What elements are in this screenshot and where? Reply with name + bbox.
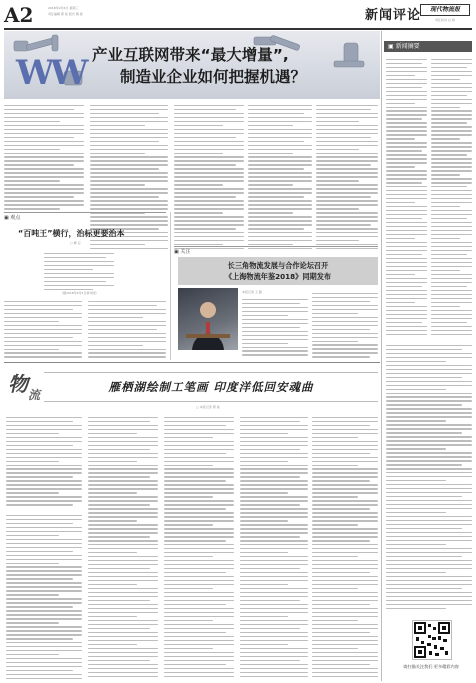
column1-byline: □ 柳 应 bbox=[70, 241, 81, 245]
date-line: 2018年9月6日 星期三 bbox=[48, 6, 79, 10]
masthead-rule bbox=[4, 28, 472, 30]
lead-title-line2: 制造业企业如何把握机遇？ bbox=[120, 68, 307, 86]
section-title: 新闻评论 bbox=[365, 8, 422, 23]
meta-line: 责任编辑 郭 星 版式 陶 春 bbox=[48, 12, 83, 16]
column2-body-b bbox=[312, 290, 378, 360]
lead-body-4 bbox=[248, 102, 312, 252]
qr-caption: 请扫描关注我们 更多精彩内容 bbox=[403, 664, 459, 669]
lead-banner bbox=[4, 31, 380, 99]
sidebar-header: ▣ 新闻摘要 bbox=[384, 41, 472, 52]
sidebar-text-c bbox=[386, 342, 472, 612]
lower-logo-sub: 流 bbox=[28, 388, 41, 402]
column1-label: ▣ 观点 bbox=[4, 215, 21, 221]
column1-body-a bbox=[4, 298, 82, 360]
lead-title-line1: 产业互联网带来“最大增量”, bbox=[92, 46, 289, 64]
column2-caption: 本报记者 王 路 bbox=[242, 290, 262, 294]
column2-title-line1: 长三角物流发展与合作论坛召开 bbox=[227, 261, 329, 270]
lead-badge: WW bbox=[16, 53, 85, 93]
column1-lead bbox=[44, 250, 114, 292]
lead-body-3 bbox=[174, 102, 244, 252]
column1-quote: （据2018年9月5日新华网） bbox=[60, 291, 99, 295]
speaker-photo bbox=[178, 288, 238, 350]
column2-body-a bbox=[242, 296, 308, 358]
page-number: A2 bbox=[4, 3, 34, 27]
lower-lead bbox=[6, 414, 82, 506]
column1-body-b bbox=[88, 298, 166, 360]
column2-label: ▣ 关注 bbox=[174, 249, 191, 255]
feature-byline: □ 本报记者 郭 星 bbox=[196, 405, 220, 409]
paper-name-box bbox=[420, 4, 470, 16]
column2-title-line2: 《上海物流年鉴2018》同期发布 bbox=[224, 272, 332, 281]
column1-title: “百吨王”横行，治标更要治本 bbox=[18, 229, 125, 238]
lower-col-3 bbox=[164, 414, 234, 680]
paper-sub: 责任校对 白 艳 bbox=[435, 18, 455, 22]
qr-code bbox=[412, 620, 452, 660]
sidebar-header-icon: ▣ bbox=[388, 43, 396, 50]
lower-logo-char: 物 bbox=[8, 372, 28, 396]
paper-name: 现代物流报 bbox=[429, 6, 460, 13]
lower-col-2 bbox=[88, 414, 158, 680]
feature-title-band bbox=[44, 372, 378, 402]
lower-col-5 bbox=[312, 414, 378, 680]
lead-body-1 bbox=[4, 102, 84, 210]
lead-body-5 bbox=[316, 102, 378, 252]
lower-logo bbox=[6, 366, 44, 408]
column2-label-icon: ▣ bbox=[174, 249, 181, 255]
speaker-figure bbox=[178, 288, 238, 350]
qr-code-icon bbox=[413, 621, 451, 659]
column1-label-icon: ▣ bbox=[4, 215, 11, 221]
sidebar-text-a bbox=[386, 56, 427, 336]
feature-title: 雁栖湖绘制工笔画 印度洋低回安魂曲 bbox=[108, 380, 314, 394]
lower-col-4 bbox=[240, 414, 308, 680]
column2-title-box bbox=[178, 257, 378, 285]
sidebar-text-b bbox=[431, 56, 472, 336]
lower-col-1 bbox=[6, 512, 82, 680]
